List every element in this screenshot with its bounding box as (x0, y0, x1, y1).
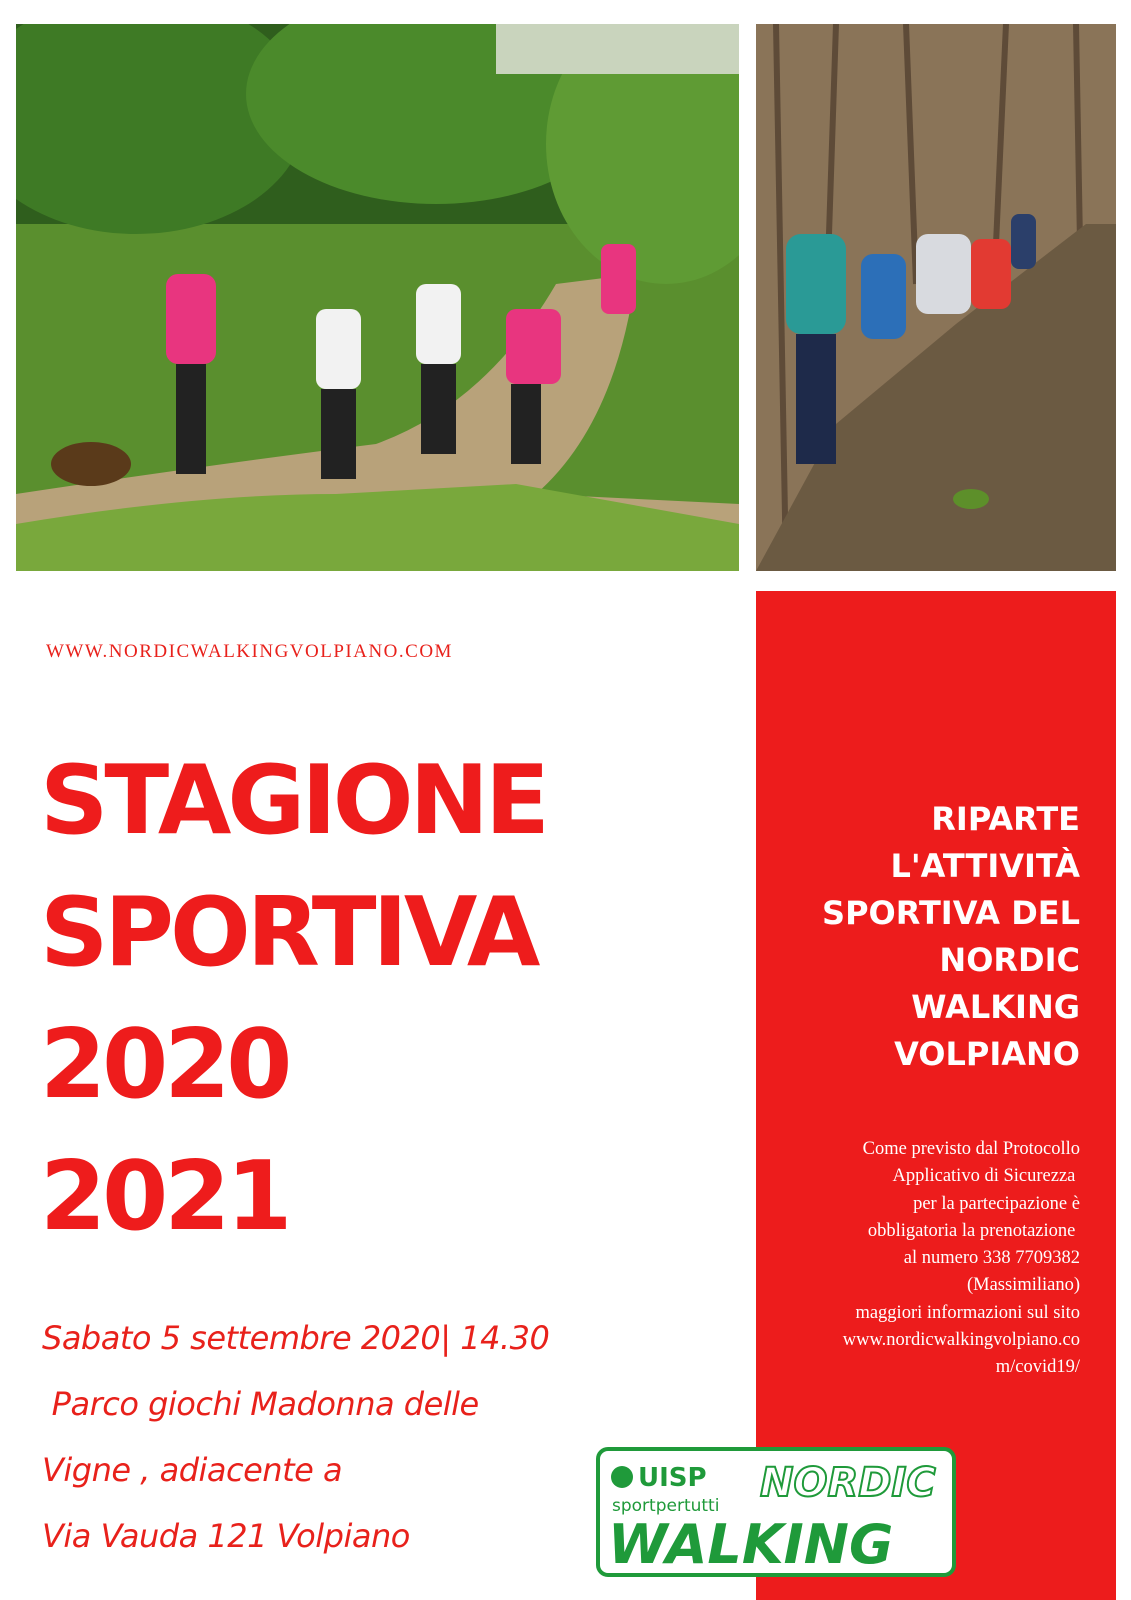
event-details (42, 1305, 662, 1569)
panel-body-line: maggiori informazioni sul sito (855, 1302, 1080, 1323)
panel-heading-line: WALKING (911, 988, 1080, 1026)
panel-body-line: (Massimiliano) (966, 1275, 1080, 1296)
group-walk-photo (16, 24, 739, 571)
event-place-line-2: Vigne , adiacente a (42, 1451, 343, 1489)
panel-body-line: Applicativo di Sicurezza (892, 1166, 1080, 1187)
event-place-line-1: Parco giochi Madonna delle (42, 1385, 479, 1423)
panel-heading (760, 796, 1080, 1078)
panel-body-line: per la partecipazione è (913, 1193, 1080, 1214)
title-line-1: STAGIONE (40, 746, 546, 856)
panel-heading-line: VOLPIANO (894, 1035, 1080, 1073)
uisp-emblem-icon (611, 1466, 633, 1488)
logo-brand: UISP (638, 1463, 707, 1493)
season-title (40, 735, 680, 1263)
panel-body-line: al numero 338 7709382 (903, 1248, 1080, 1269)
panel-body (750, 1136, 1080, 1382)
logo-tagline: sportpertutti (612, 1496, 720, 1516)
title-line-4: 2021 (40, 1142, 289, 1252)
forest-walk-photo (756, 24, 1116, 571)
panel-body-url-cont[interactable]: m/covid19/ (995, 1357, 1080, 1378)
panel-body-line: Come previsto dal Protocollo (862, 1139, 1080, 1159)
panel-heading-line: NORDIC (939, 941, 1080, 979)
panel-heading-line: SPORTIVA DEL (822, 894, 1080, 932)
logo-nordic: NORDIC (760, 1460, 936, 1506)
event-address: Via Vauda 121 Volpiano (42, 1517, 410, 1555)
event-date: Sabato 5 settembre 2020| 14.30 (42, 1319, 550, 1357)
panel-heading-line: RIPARTE (931, 800, 1080, 838)
panel-body-url[interactable]: www.nordicwalkingvolpiano.co (842, 1330, 1080, 1351)
panel-body-line: obbligatoria la prenotazione (867, 1220, 1080, 1241)
uisp-nordic-walking-logo (596, 1447, 956, 1577)
logo-walking: WALKING (608, 1513, 894, 1573)
panel-heading-line: L'ATTIVITÀ (890, 847, 1080, 885)
title-line-3: 2020 (40, 1010, 289, 1120)
website-url: WWW.NORDICWALKINGVOLPIANO.COM (46, 641, 453, 662)
title-line-2: SPORTIVA (40, 878, 537, 988)
